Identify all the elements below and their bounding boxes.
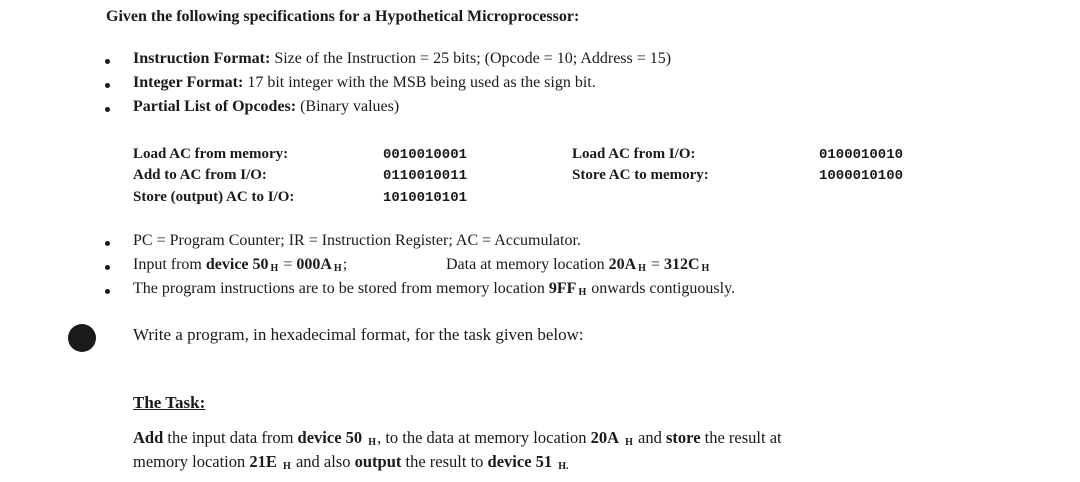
- opcode-value: 0100010010: [819, 147, 904, 163]
- opcode-name: Load AC from memory:: [133, 146, 289, 162]
- bullet: [105, 265, 110, 270]
- spec-opcode-list: Partial List of Opcodes: (Binary values): [133, 98, 400, 115]
- heading: Given the following specifications for a Hypothetical Microprocessor:: [106, 8, 580, 25]
- bullet: [105, 241, 110, 246]
- bullet: [105, 289, 110, 294]
- opcode-name: Load AC from I/O:: [572, 146, 696, 162]
- bullet: [105, 107, 110, 112]
- task-line-2: memory location 21E $_H$ and also output the result to device 51 $_{H.}$: [133, 452, 569, 472]
- opcode-name: Store (output) AC to I/O:: [133, 189, 295, 205]
- note-input-device: Input from device 50 $_H$ = 000A $_H$;: [133, 256, 348, 274]
- opcode-value: 0110010011: [383, 168, 468, 184]
- large-bullet: [68, 324, 96, 352]
- opcode-value: 1010010101: [383, 190, 468, 206]
- opcode-name: Add to AC from I/O:: [133, 167, 267, 183]
- task-line-1: Add the input data from device 50 $_H$, to the data at memory location 20A $_H$ and store the result at: [133, 428, 782, 448]
- spec-instruction-format: Instruction Format: Size of the Instruction = 25 bits; (Opcode = 10; Address = 15): [133, 50, 672, 67]
- opcode-value: 1000010100: [819, 168, 904, 184]
- spec-integer-format: Integer Format: 17 bit integer with the MSB being used as the sign bit.: [133, 74, 596, 91]
- bullet: [105, 59, 110, 64]
- bullet: [105, 83, 110, 88]
- note-memory-data: Data at memory location 20A $_H$ = 312C $_H$: [446, 256, 710, 274]
- write-program-instruction: Write a program, in hexadecimal format, for the task given below:: [133, 325, 584, 344]
- opcode-name: Store AC to memory:: [572, 167, 709, 183]
- note-program-location: The program instructions are to be stored from memory location 9FF $_H$ onwards contiguously.: [133, 280, 736, 298]
- task-heading: The Task:: [133, 393, 206, 412]
- note-registers: PC = Program Counter; IR = Instruction Register; AC = Accumulator.: [133, 232, 581, 249]
- opcode-value: 0010010001: [383, 147, 468, 163]
